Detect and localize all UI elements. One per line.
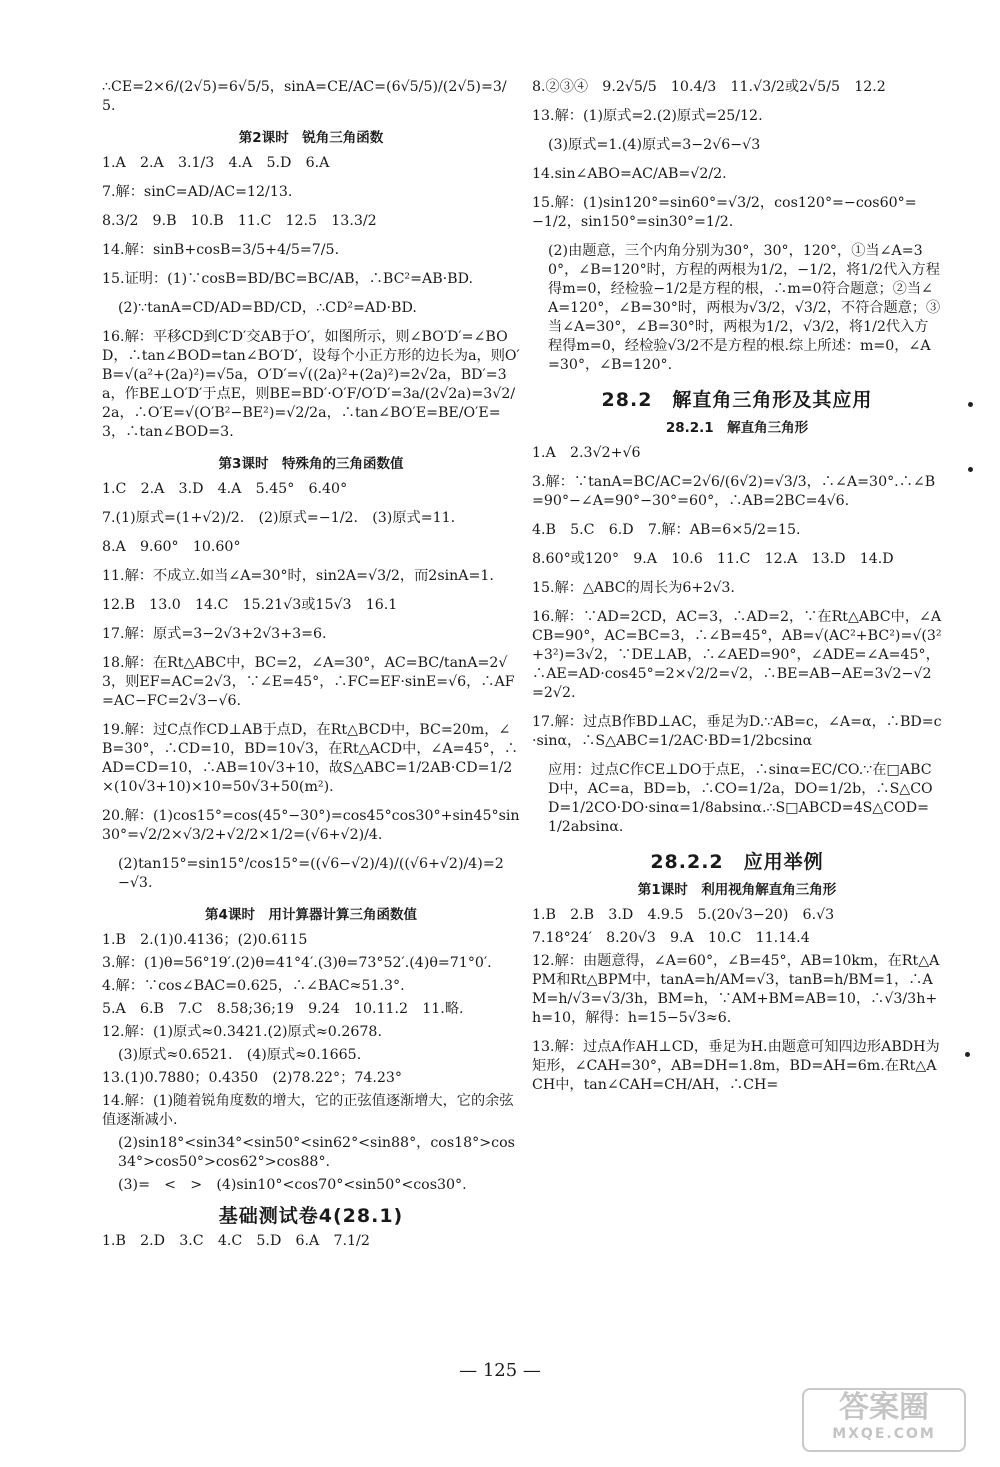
lesson-subheading: 第4课时 用计算器计算三角函数值 [205,907,417,923]
answer-line: 12.解：由题意得，∠A=60°，∠B=45°，AB=10km，在Rt△APM和Rt△BPM中，tanA=h/AM=√3，tanB=h/BM=1，∴AM=h/√3=√3/3h，BM=h，∵AM+BM=AB=10，∴√3/3h+h=10，解得：h=15−5√3≈6. [532,953,940,1026]
answer-line: 3.解：∵tanA=BC/AC=2√6/(6√2)=√3/3，∴∠A=30°.∴∠B=90°−∠A=90°−30°=60°，∴AB=2BC=4√6. [532,474,936,509]
lesson-subheading: 第2课时 锐角三角函数 [238,130,384,146]
watermark-logo [802,1388,966,1452]
answer-line: (3)= < > (4)sin10°<cos70°<sin50°<cos30°. [118,1177,467,1193]
answer-line: 8.3/2 9.B 10.B 11.C 12.5 13.3/2 [102,213,377,229]
answer-line: 12.解：(1)原式≈0.3421.(2)原式≈0.2678. [102,1024,382,1040]
section-heading: 基础测试卷4(28.1) [218,1205,404,1227]
answer-line: 15.证明：(1)∵cosB=BD/BC=BC/AB，∴BC²=AB·BD. [102,271,473,287]
answer-line: 8.A 9.60° 10.60° [102,539,241,555]
section-heading: 28.2.2 应用举例 [650,851,824,873]
answer-line: 14.sin∠ABO=AC/AB=√2/2. [532,166,727,182]
answer-line: 20.解：(1)cos15°=cos(45°−30°)=cos45°cos30°+sin45°sin30°=√2/2×√3/2+√2/2×1/2=(√6+√2)/4. [102,808,520,843]
answer-line: 应用：过点C作CE⊥DO于点E，∴sinα=EC/CO.∵在□ABCD中，AC=a，BD=b，∴CO=1/2a，DO=1/2b，∴S△COD=1/2CO·DO·sinα=1/8absinα.∴S□ABCD=4S△COD=1/2absinα. [548,762,933,835]
answer-line: ∴CE=2×6/(2√5)=6√5/5，sinA=CE/AC=(6√5/5)/(2√5)=3/5. [102,79,507,114]
answer-line: (2)sin18°<sin34°<sin50°<sin62°<sin88°，cos18°>cos34°>cos50°>cos62°>cos88°. [118,1135,515,1170]
answer-line: 15.解：(1)sin120°=sin60°=√3/2，cos120°=−cos60°=−1/2，sin150°=sin30°=1/2. [532,195,917,230]
right-column [532,78,942,1105]
answer-line: 13.(1)0.7880；0.4350 (2)78.22°；74.23° [102,1070,403,1086]
answer-line: 8.②③④ 9.2√5/5 10.4/3 11.√3/2或2√5/5 12.2 [532,79,886,95]
answer-line: 14.解：sinB+cosB=3/5+4/5=7/5. [102,242,340,258]
answer-line: (3)原式=1.(4)原式=3−2√6−√3 [548,137,761,153]
answer-line: 1.B 2.B 3.D 4.9.5 5.(20√3−20) 6.√3 [532,907,835,923]
answer-line: 4.解：∵cos∠BAC=0.625，∴∠BAC≈51.3°. [102,978,405,994]
lesson-subheading: 第1课时 利用视角解直角三角形 [637,882,837,898]
answer-line: (2)∵tanA=CD/AD=BD/CD，∴CD²=AD·BD. [118,300,417,316]
answer-line: 1.B 2.D 3.C 4.C 5.D 6.A 7.1/2 [102,1233,370,1249]
answer-line: 18.解：在Rt△ABC中，BC=2，∠A=30°，AC=BC/tanA=2√3，则EF=AC=2√3，∵∠E=45°，∴FC=EF·sinE=√6，∴AF=AC−FC=2√3−√6. [102,655,515,709]
answer-line: 4.B 5.C 6.D 7.解：AB=6×5/2=15. [532,522,801,538]
answer-line: 8.60°或120° 9.A 10.6 11.C 12.A 13.D 14.D [532,551,894,567]
answer-line: 7.(1)原式=(1+√2)/2. (2)原式=−1/2. (3)原式=11. [102,510,456,526]
margin-dot-mark [968,467,973,472]
section-heading: 28.2 解直角三角形及其应用 [601,389,873,411]
lesson-subheading: 28.2.1 解直角三角形 [665,420,809,436]
lesson-subheading: 第3课时 特殊角的三角函数值 [218,456,404,472]
answer-line: 19.解：过C点作CD⊥AB于点D，在Rt△BCD中，BC=20m，∠B=30°，∴CD=10，BD=10√3，在Rt△ACD中，∠A=45°，∴AD=CD=10，∴AB=10√3+10，故S△ABC=1/2AB·CD=1/2×(10√3+10)×10=50√3+50(m²). [102,722,519,795]
answer-line: 13.解：(1)原式=2.(2)原式=25/12. [532,108,763,124]
answer-line: 7.解：sinC=AD/AC=12/13. [102,184,293,200]
margin-dot-mark [968,402,973,407]
answer-line: 12.B 13.0 14.C 15.21√3或15√3 16.1 [102,597,398,613]
answer-line: 11.解：不成立.如当∠A=30°时，sin2A=√3/2，而2sinA=1. [102,568,494,584]
answer-line: 17.解：过点B作BD⊥AC，垂足为D.∵AB=c，∠A=α，∴BD=c·sinα，∴S△ABC=1/2AC·BD=1/2bcsinα [532,714,942,749]
left-column [102,78,520,1261]
answer-line: (2)由题意，三个内角分别为30°，30°，120°，①当∠A=30°，∠B=120°时，方程的两根为1/2，−1/2，将1/2代入方程得m=0，经检验−1/2是方程的根，∴m=0符合题意；②当∠A=120°，∠B=30°时，两根为√3/2，√3/2，不符合题意；③当∠A=30°，∠B=30°时，两根为1/2，√3/2，将1/2代入方程得m=0，经检验√3/2不是方程的根.综上所述：m=0，∠A=30°，∠B=120°. [548,243,941,373]
answer-line: (2)tan15°=sin15°/cos15°=((√6−√2)/4)/((√6+√2)/4)=2−√3. [118,856,504,891]
answer-line: 1.B 2.(1)0.4136；(2)0.6115 [102,932,308,948]
answer-line: 14.解：(1)随着锐角度数的增大，它的正弦值逐渐增大，它的余弦值逐渐减小. [102,1093,514,1128]
page-number: — 125 — [459,1360,541,1381]
answer-line: 13.解：过点A作AH⊥CD，垂足为H.由题意可知四边形ABDH为矩形，∠CAH=30°，AB=DH=1.8m，BD=AH=6m.在Rt△ACH中，tan∠CAH=CH/AH，∴CH= [532,1039,940,1093]
answer-line: 3.解：(1)θ=56°19′.(2)θ=41°4′.(3)θ=73°52′.(4)θ=71°0′. [102,955,492,971]
answer-line: 17.解：原式=3−2√3+2√3+3=6. [102,626,327,642]
watermark-sub: MXQE.COM [832,1426,936,1442]
answer-line: 1.C 2.A 3.D 4.A 5.45° 6.40° [102,481,348,497]
answer-line: 1.A 2.A 3.1/3 4.A 5.D 6.A [102,155,330,171]
watermark-main: 答案圈 [839,1390,929,1425]
answer-line: 16.解：∵AD=2CD，AC=3，∴AD=2，∵在Rt△ABC中，∠ACB=90°，AC=BC=3，∴∠B=45°，AB=√(AC²+BC²)=√(3²+3²)=3√2，∵DE⊥AB，∴∠AED=90°，∠ADE=∠A=45°，∴AE=AD·cos45°=2×√2/2=√2，∴BE=AB−AE=3√2−√2=2√2. [532,609,942,701]
answer-line: 16.解：平移CD到C′D′交AB于O′，如图所示，则∠BO′D′=∠BOD，∴tan∠BOD=tan∠BO′D′，设每个小正方形的边长为a，则O′B=√(a²+(2a)²)=√5a，O′D′=√((2a)²+(2a)²)=2√2a，BD′=3a，作BE⊥O′D′于点E，则BE=BD′·O′F/O′D′=3a/(2√2a)=3√2/2a，∴O′E=√(O′B²−BE²)=√2/2a，∴tan∠BO′E=BE/O′E=3，∴tan∠BOD=3. [102,329,520,440]
answer-line: 1.A 2.3√2+√6 [532,445,641,461]
margin-dot-mark [965,1052,970,1057]
answer-line: 15.解：△ABC的周长为6+2√3. [532,580,735,596]
answer-line: (3)原式≈0.6521. (4)原式≈0.1665. [118,1047,362,1063]
answer-line: 5.A 6.B 7.C 8.58;36;19 9.24 10.11.2 11.略. [102,1001,464,1017]
answer-line: 7.18°24′ 8.20√3 9.A 10.C 11.14.4 [532,930,810,946]
